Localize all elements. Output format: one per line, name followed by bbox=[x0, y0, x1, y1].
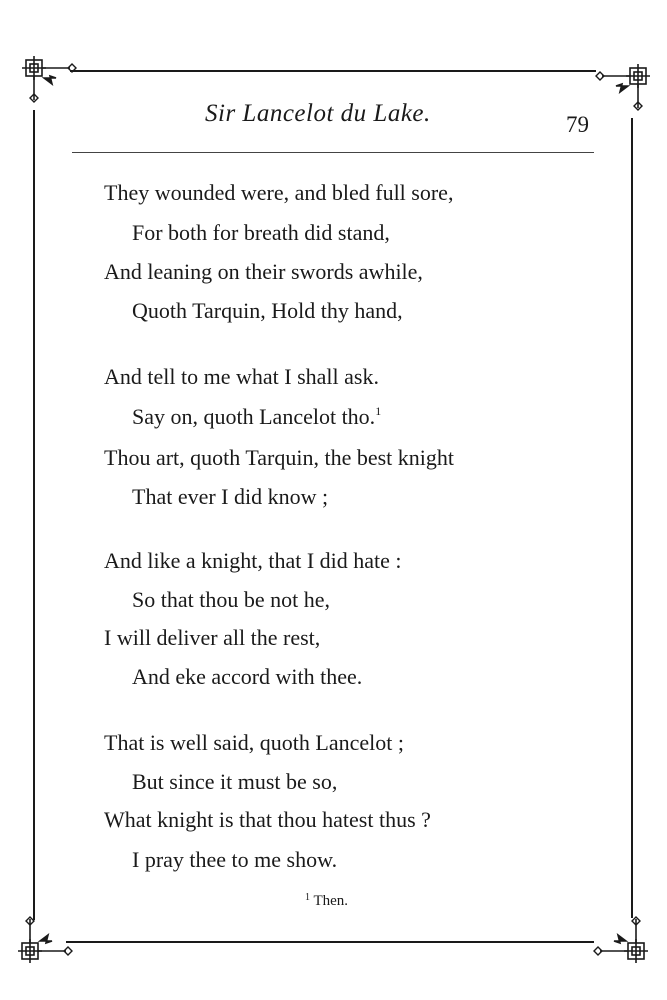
verse-line: Quoth Tarquin, Hold thy hand, bbox=[132, 298, 403, 323]
corner-ornament-bottom-left bbox=[10, 905, 74, 969]
frame-top-rule bbox=[70, 70, 596, 72]
footnote-mark: 1 bbox=[305, 892, 310, 903]
frame-bottom-rule bbox=[66, 941, 594, 943]
verse-line: And tell to me what I shall ask. bbox=[104, 364, 379, 389]
verse-line: I will deliver all the rest, bbox=[104, 625, 321, 650]
verse-line: Thou art, quoth Tarquin, the best knight bbox=[104, 445, 455, 470]
verse-line bbox=[132, 404, 381, 430]
verse-line: And leaning on their swords awhile, bbox=[104, 259, 423, 284]
verse-line: I pray thee to me show. bbox=[132, 847, 338, 872]
verse-line: And eke accord with thee. bbox=[132, 664, 363, 689]
footnote bbox=[305, 892, 348, 910]
frame-right-rule bbox=[631, 118, 633, 918]
footnote-text: Then. bbox=[313, 893, 349, 909]
verse-line: But since it must be so, bbox=[132, 769, 338, 794]
frame-left-rule bbox=[33, 110, 35, 920]
verse-line: They wounded were, and bled full sore, bbox=[104, 180, 454, 205]
verse-line-text: Say on, quoth Lancelot tho. bbox=[132, 404, 376, 429]
corner-ornament-top-left bbox=[14, 50, 78, 114]
verse-line: What knight is that thou hatest thus ? bbox=[104, 807, 431, 832]
verse-line: That is well said, quoth Lancelot ; bbox=[104, 730, 404, 755]
header-rule bbox=[72, 152, 594, 153]
corner-ornament-bottom-right bbox=[592, 905, 656, 969]
corner-ornament-top-right bbox=[594, 58, 658, 122]
verse-line: And like a knight, that I did hate : bbox=[104, 548, 402, 573]
verse-line: For both for breath did stand, bbox=[132, 220, 390, 245]
verse-line: That ever I did know ; bbox=[132, 484, 329, 509]
running-title: Sir Lancelot du Lake. bbox=[205, 100, 431, 127]
footnote-reference: 1 bbox=[375, 404, 382, 418]
page-number: 79 bbox=[566, 112, 589, 137]
verse-line: So that thou be not he, bbox=[132, 587, 330, 612]
